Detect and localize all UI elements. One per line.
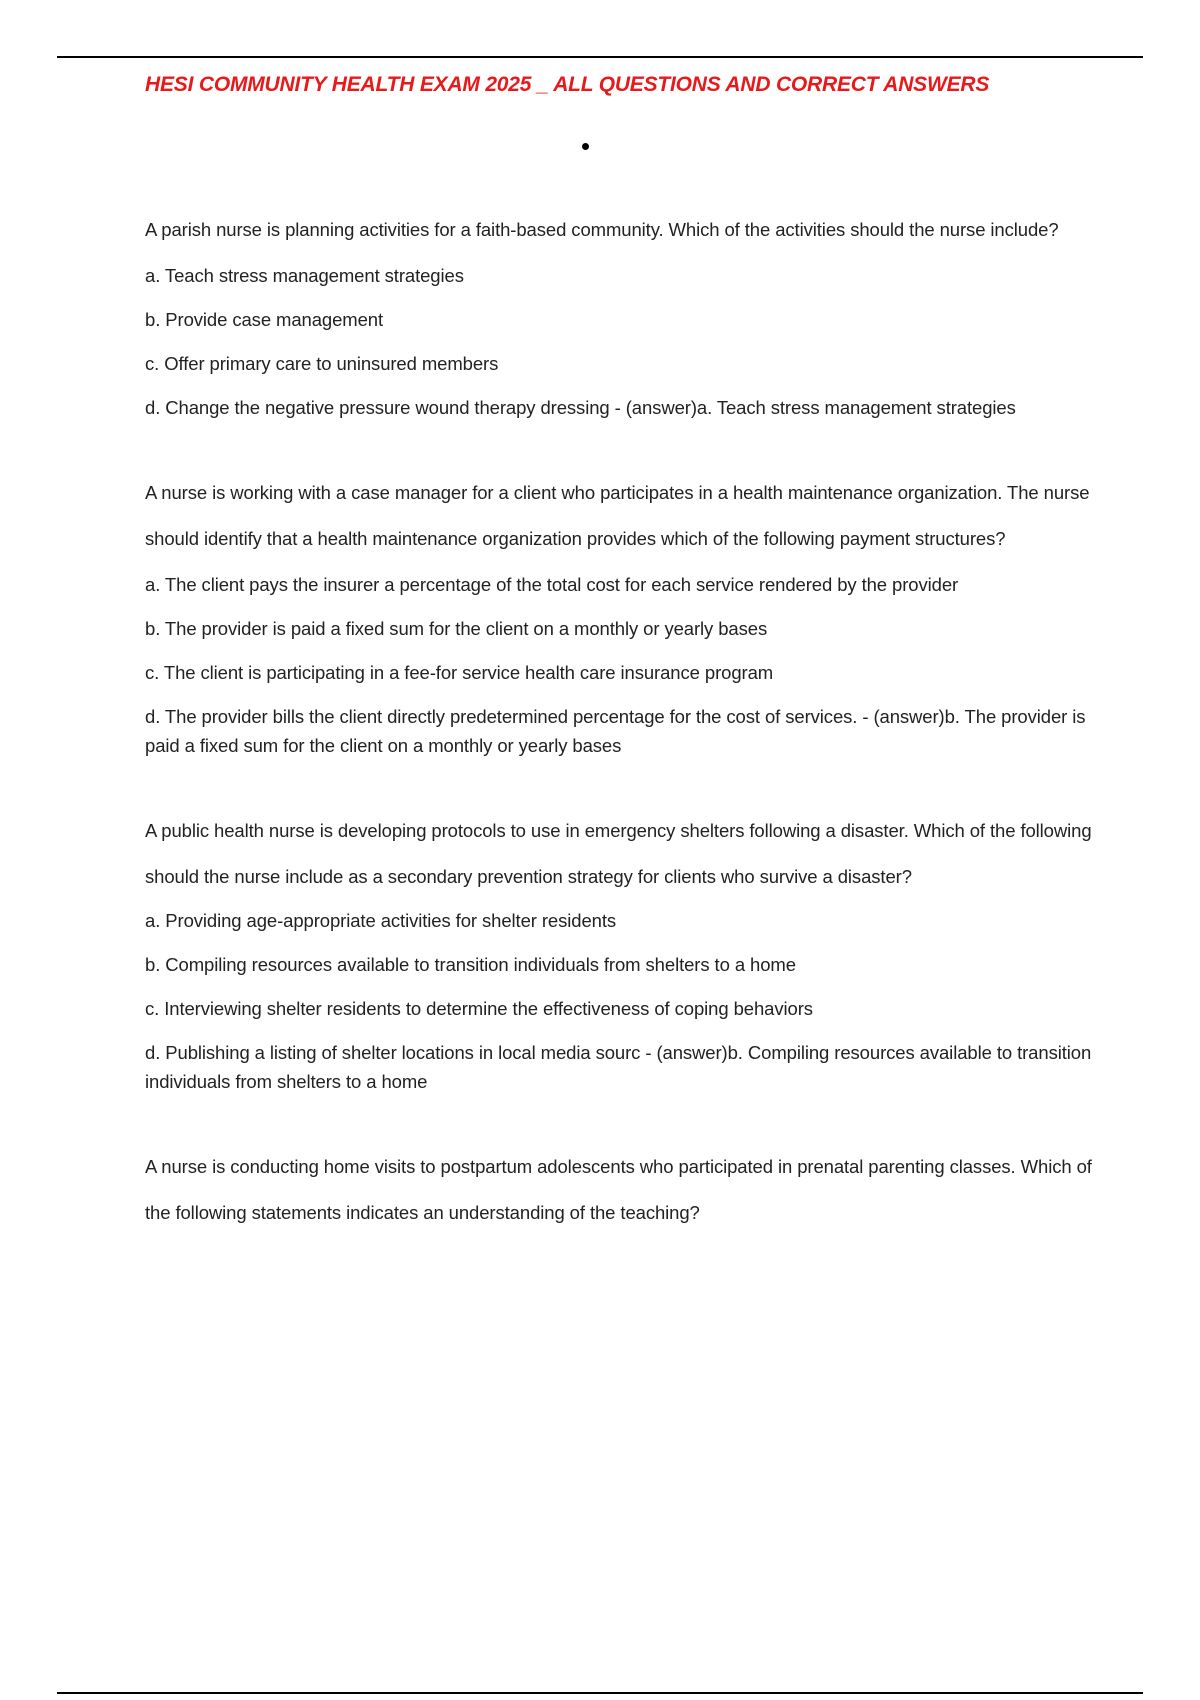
question-3 (145, 816, 1100, 1096)
question-2-stem-continued: should identify that a health maintenance organization provides which of the following payment structures? (145, 528, 1006, 549)
question-2-option-a: a. The client pays the insurer a percentage of the total cost for each service rendered by the provider (145, 574, 959, 595)
document-title: HESI COMMUNITY HEALTH EXAM 2025 _ ALL QUESTIONS AND CORRECT ANSWERS (145, 73, 990, 96)
question-2-stem: A nurse is working with a case manager for a client who participates in a health maintenance organization. The nurse (145, 482, 1090, 503)
question-4-stem-continued: the following statements indicates an understanding of the teaching? (145, 1202, 700, 1223)
question-4 (145, 1152, 1100, 1227)
question-2-option-c: c. The client is participating in a fee-for service health care insurance program (145, 662, 774, 683)
question-1-option-b: b. Provide case management (145, 309, 384, 330)
bottom-rule (57, 1692, 1143, 1694)
question-1 (145, 215, 1100, 422)
question-1-option-c: c. Offer primary care to uninsured members (145, 353, 499, 374)
question-3-stem-continued: should the nurse include as a secondary prevention strategy for clients who survive a disaster? (145, 866, 912, 887)
question-3-option-d-answer: d. Publishing a listing of shelter locations in local media sourc - (answer)b. Compiling resources available to transition individuals from shelters to a home (145, 1042, 1092, 1092)
question-3-stem: A public health nurse is developing protocols to use in emergency shelters following a disaster. Which of the following (145, 820, 1092, 841)
question-2 (145, 478, 1100, 760)
question-3-option-c: c. Interviewing shelter residents to determine the effectiveness of coping behaviors (145, 998, 813, 1019)
question-1-option-a: a. Teach stress management strategies (145, 265, 464, 286)
question-1-stem: A parish nurse is planning activities for a faith-based community. Which of the activities should the nurse include? (145, 219, 1059, 240)
question-4-stem: A nurse is conducting home visits to postpartum adolescents who participated in prenatal parenting classes. Which of (145, 1156, 1092, 1177)
questions-section (145, 215, 1100, 1283)
question-2-option-b: b. The provider is paid a fixed sum for the client on a monthly or yearly bases (145, 618, 768, 639)
question-2-option-d-answer: d. The provider bills the client directly predetermined percentage for the cost of services. - (answer)b. The provider is paid a fixed sum for the client on a monthly or yearly bases (145, 706, 1086, 756)
question-3-option-b: b. Compiling resources available to transition individuals from shelters to a home (145, 954, 796, 975)
bullet-icon (582, 143, 589, 150)
question-1-option-d-answer: d. Change the negative pressure wound therapy dressing - (answer)a. Teach stress management strategies (145, 397, 1016, 418)
question-3-option-a: a. Providing age-appropriate activities for shelter residents (145, 910, 617, 931)
top-rule (57, 56, 1143, 58)
